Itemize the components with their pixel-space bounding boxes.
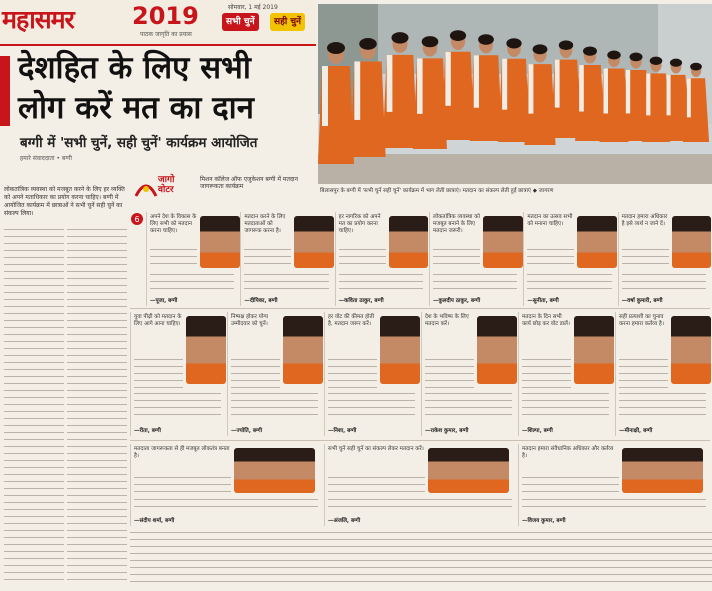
masthead-year: 2019 — [132, 2, 199, 30]
jago-logo-icon — [134, 176, 158, 198]
quote-author: —पूजा, बग्गी — [150, 298, 178, 304]
cards_row2-card — [130, 312, 224, 436]
jago-logo-line-2: वोटर — [158, 185, 174, 195]
quote-author: —निशा, बग्गी — [328, 428, 357, 434]
masthead-subtitle: पाठक जागृति का प्रयास — [140, 31, 192, 38]
quote-body-lines-wide — [134, 389, 221, 416]
quote-body-lines-wide — [231, 389, 318, 416]
cards_row2-card — [324, 312, 418, 436]
jago-logo-text — [158, 175, 174, 195]
article-body-col-2 — [67, 225, 127, 585]
quote-text: मतदान हमारा संवैधानिक अधिकार और कर्तव्य है। — [522, 446, 614, 459]
quote-author: —अंजलि, बग्गी — [328, 518, 361, 524]
quote-author: —सुनीता, बग्गी — [527, 298, 559, 304]
portrait-photo — [200, 216, 240, 268]
masthead-rule — [0, 44, 316, 46]
quote-text: मतदान के दिन सभी कार्य छोड़ कर वोट डालें। — [522, 314, 570, 327]
quote-text: सभी चुनें सही चुनें का संकल्प लेकर मतदान करें। — [328, 446, 424, 452]
quote-author: —शिल्पा, बग्गी — [522, 428, 553, 434]
portrait-photo — [389, 216, 429, 268]
group-photo-illustration — [318, 4, 712, 184]
cards_row1-card — [429, 212, 520, 306]
article-intro: लोकतांत्रिक व्यवस्था को मजबूत करने के लिए हर व्यक्ति को अपने मताधिकार का प्रयोग करना चाहिए। बग्गी में आयोजित कार्यक्रम में छात्राओं ने सभी चुनें सही चुनें का संकल्प लिया। — [4, 186, 125, 217]
slogan-badge-secondary: सही चुनें — [270, 13, 305, 31]
quote-body-lines-wide — [425, 389, 512, 416]
quote-text: निष्पक्ष होकर योग्य उम्मीदवार को चुनें। — [231, 314, 268, 327]
quote-author: —संदीप शर्मा, बग्गी — [134, 518, 175, 524]
quote-text: मतदान का उत्सव सभी को मनाना चाहिए। — [527, 214, 573, 227]
quote-body-lines-wide — [522, 495, 706, 513]
cards_row3-card — [324, 444, 515, 526]
quote-body-lines-wide — [339, 270, 423, 291]
cards_row1-card — [146, 212, 237, 306]
quote-body-lines-wide — [328, 389, 415, 416]
quote-author: —कविता ठाकुर, बग्गी — [338, 298, 384, 304]
quote-author: —रीता, बग्गी — [134, 428, 161, 434]
subheadline: बग्गी में 'सभी चुनें, सही चुनें' कार्यक्रम आयोजित — [20, 135, 258, 151]
quote-text: मतदान करने के लिए मतदाताओं को जागरूक करना है। — [244, 214, 286, 234]
cards_row1-card — [240, 212, 331, 306]
quote-author: —ज्योति, बग्गी — [231, 428, 263, 434]
portrait-photo — [622, 448, 703, 493]
quote-text: अपने देश के विकास के लिए सभी को मतदान करना चाहिए। — [150, 214, 197, 234]
svg-text:6: 6 — [134, 215, 140, 224]
portrait-photo — [428, 448, 509, 493]
cards_row1-card — [523, 212, 614, 306]
bottom-text-band — [130, 528, 712, 588]
masthead-date: सोमवार, 1 मई 2019 — [228, 4, 278, 11]
portrait-photo — [574, 316, 615, 384]
portrait-photo — [672, 216, 712, 268]
portrait-photo — [671, 316, 712, 384]
cards_row2-card — [518, 312, 612, 436]
quote-author: —कुलदीप ठाकुर, बग्गी — [433, 298, 481, 304]
cards_row2-card — [615, 312, 709, 436]
quote-text: युवा पीढ़ी को मतदान के लिए आगे आना चाहिए। — [134, 314, 182, 327]
quote-body-lines-wide — [150, 270, 234, 291]
headline — [18, 48, 314, 128]
cards_row1-card — [618, 212, 709, 306]
slogan-badge-primary: सभी चुनें — [222, 13, 259, 31]
portrait-photo — [283, 316, 324, 384]
quote-author: —राकेश कुमार, बग्गी — [425, 428, 469, 434]
quote-body-lines-wide — [244, 270, 328, 291]
headline-accent-bar — [0, 56, 10, 126]
cards_row3-card — [130, 444, 321, 526]
portrait-photo — [483, 216, 523, 268]
portrait-photo — [186, 316, 227, 384]
quote-author: —विजय कुमार, बग्गी — [522, 518, 566, 524]
masthead-title: महासमर — [2, 5, 74, 34]
quote-text: लोकतांत्रिक व्यवस्था को मजबूत बनाने के लिए मतदान जरूरी। — [433, 214, 480, 234]
quote-text: मतदान हमारा अधिकार है इसे व्यर्थ न जाने दें। — [621, 214, 668, 227]
quote-author: —वर्षा कुमारी, बग्गी — [621, 298, 663, 304]
quote-author: —दीपिका, बग्गी — [244, 298, 278, 304]
cards_row3-card — [518, 444, 709, 526]
portrait-photo — [294, 216, 334, 268]
headline-line-1: देशहित के लिए सभी — [18, 50, 251, 86]
portrait-photo — [577, 216, 617, 268]
group-photo — [318, 4, 712, 184]
jago-logo-line-1: जागो — [158, 175, 175, 185]
quote-body-lines-wide — [619, 389, 706, 416]
quote-body-lines-wide — [527, 270, 611, 291]
cards_row1-card — [335, 212, 426, 306]
quote-text: देश के भविष्य के लिए मतदान करें। — [425, 314, 469, 327]
row-divider-2 — [130, 440, 710, 441]
number-badge-icon — [130, 212, 144, 226]
quote-text: हर नागरिक को अपने मत का प्रयोग करना चाहिए। — [338, 214, 381, 234]
quote-author: —मीनाक्षी, बग्गी — [619, 428, 653, 434]
quote-body-lines-wide — [622, 270, 706, 291]
cards_row2-card — [227, 312, 321, 436]
quote-text: हर वोट की कीमत होती है, मतदान जरूर करें। — [328, 314, 375, 327]
quote-body-lines-wide — [134, 495, 318, 513]
quote-text: सही प्रत्याशी का चुनाव करना हमारा कर्तव्य है। — [619, 314, 664, 327]
cards_row2-card — [421, 312, 515, 436]
portrait-photo — [380, 316, 421, 384]
byline: हमारे संवाददाता • बग्गी — [20, 155, 72, 162]
portrait-photo — [234, 448, 315, 493]
quote-body-lines-wide — [328, 495, 512, 513]
event-note: मिशन कॉलेज ऑफ एजुकेशन बग्गी में मतदान जागरूकता कार्यक्रम — [200, 176, 298, 190]
article-body-col-1 — [4, 225, 64, 585]
quote-body-lines-wide — [433, 270, 517, 291]
photo-caption: बिलासपुर के बग्गी में 'सभी चुनें सही चुनें' कार्यक्रम में भाग लेती छात्राएं। मतदान का संकल्प लेती हुईं छात्राएं ◆ जागरण — [320, 188, 554, 194]
headline-line-2: लोग करें मत का दान — [18, 90, 254, 126]
quote-text: मतदाता जागरूकता से ही मजबूत लोकतंत्र बनता है। — [134, 446, 230, 459]
row-divider-1 — [130, 308, 710, 309]
portrait-photo — [477, 316, 518, 384]
quote-body-lines-wide — [522, 389, 609, 416]
